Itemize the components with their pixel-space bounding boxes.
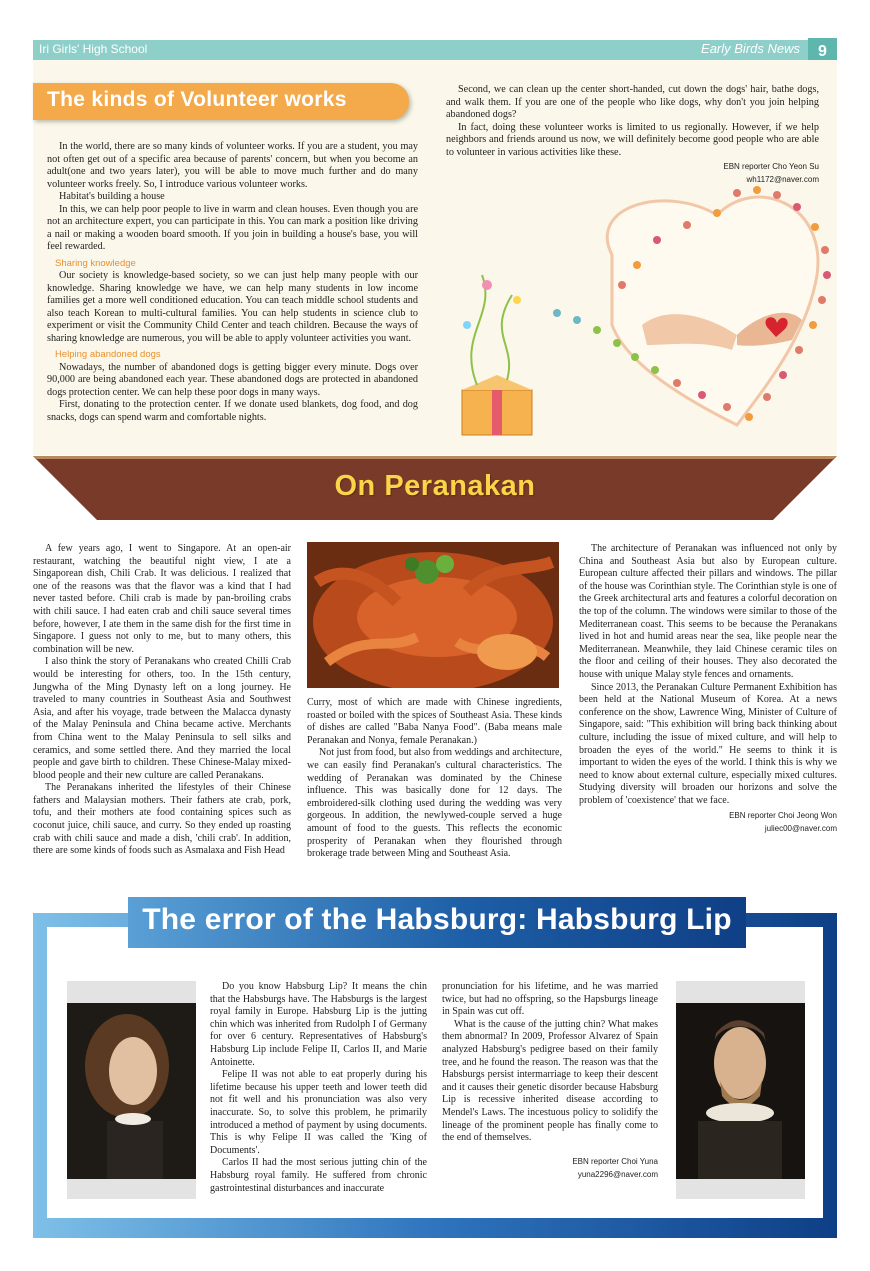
article-paragraph: First, donating to the protection center. If we donate used blankets, dog food, and dog snacks, dogs can spend warm and comfortable nights. — [47, 399, 418, 423]
article-paragraph: In fact, doing these volunteer works is limited to us regionally. However, if we help neighbors and friends around us now, we will definitely become good people who are able to volunteer in various activities like these. — [446, 121, 819, 158]
reporter-email[interactable]: yuna2296@naver.com — [577, 1169, 658, 1179]
article-paragraph: Since 2013, the Peranakan Culture Permanent Exhibition has been held at the National Museum of Korea. At a news conference on the show, Lawrence Wing, Minister of Culture of Singapore, said: "This exhibition will bring back thinking about culture, including the issue of mixed culture, and will help to broaden the eyes of the world." He seems to think it is important to widen the eyes of the world. I think this is why we need to know about external culture, especially mixed cultures. Studying diversity will broaden our horizons and solve the problem of 'coexistence' that we face. — [579, 681, 837, 806]
heart-outline — [607, 197, 818, 425]
volunteer-title: The kinds of Volunteer works — [47, 88, 347, 111]
peranakan-column-1 — [33, 543, 291, 858]
portrait-carlos-ii — [67, 981, 196, 1199]
portrait-felipe-ii — [676, 981, 805, 1199]
article-paragraph: In this, we can help poor people to live in warm and clean houses. Even though you are not an architecture expert, you can participate in this. You can mark a position like driving a nail or making a wooden board smooth. If you join in building a house's base, you will feel rewarded. — [47, 203, 418, 252]
article-paragraph: Second, we can clean up the center short-handed, cut down the dogs' hair, bathe dogs, and walk them. If you are one of the people who like dogs, why don't you join helping abandoned dogs? — [446, 84, 819, 120]
reporter-name: EBN reporter Cho Yeon Su — [723, 162, 819, 171]
habsburg-column-2 — [442, 981, 658, 1181]
subheading-habitat: Habitat's building a house — [59, 191, 165, 202]
volunteer-left-column — [47, 141, 418, 424]
article-paragraph: pronunciation for his lifetime, and he was married twice, but had no offspring, so the Hapsburgs lineage in Spain was cut off. — [442, 981, 658, 1018]
newspaper-name: Early Birds News — [701, 41, 800, 56]
habsburg-column-1 — [210, 981, 427, 1195]
reporter-name: EBN reporter Choi Yuna — [572, 1156, 658, 1166]
vines — [471, 275, 512, 385]
volunteer-section — [33, 60, 837, 455]
volunteer-illustration — [437, 185, 837, 450]
article-paragraph: Felipe II was not able to eat properly during his lifetime because his upper teeth and lower teeth did not fit well and his pronunciation was also very inaccurate. So, to solve this problem, he primarily introduced a method of payment by using documents. This is why Felipe II was called the 'King of Documents'. — [210, 1069, 427, 1156]
volunteer-title-banner — [33, 83, 409, 120]
article-paragraph: I also think the story of Peranakans who created Chilli Crab would be interesting for others, too. In the 15th century, Jungwha of the Ming Dynasty left on a long journey. He traveled to many countries in Southeast Asia and Southwest Asia, and after his voyage, trade between the Malacca dynasty of the Malay Peninsula and China became active. Merchants from China went to the Malay Peninsula to sell silks and ceramics, and some settled there. And they married the local people and gave birth to children. These Chinese-Malay mixed-blood people and their new culture are called Peranakans. — [33, 656, 291, 781]
school-name: Iri Girls' High School — [39, 42, 148, 56]
peranakan-title: On Peranakan — [334, 470, 536, 502]
article-paragraph: Do you know Habsburg Lip? It means the chin that the Habsburgs have. The Habsburgs is the largest royal family in Europe. Habsburg Lip is the jutting chin which was inherited from Rudolph I of Germany for over 6 century. Representatives of Habsburg's Habsburg Lip include Felipe II, Carlos II, and Marie Antoinette. — [210, 981, 427, 1068]
article-paragraph: Nowadays, the number of abandoned dogs is getting bigger every minute. Dogs over 90,000 are being abandoned each year. These abandoned dogs are protected in abandoned dogs protection center. We can help these poor dogs in many ways. — [47, 361, 418, 398]
article-paragraph: A few years ago, I went to Singapore. At an open-air restaurant, watching the beautiful night view, I ate a Singaporean dish, Chili Crab. It was delicious. I realized that one of the reasons was that the flavor was a kind that I had never tasted before. Chili crab is made by pan-broiling crabs with chili sauce. I had eaten crab and chili sauce several times before, however, I ate them in the same dish for the first time in Singapore. I guess not only to me, but to many others, this combination will be new. — [33, 543, 291, 655]
reporter-name: EBN reporter Choi Jeong Won — [729, 811, 837, 821]
article-paragraph: The Peranakans inherited the lifestyles of their Chinese fathers and Malaysian mothers. Their fathers ate crab, pork, tofu, and their mothers ate food containing spices such as coconut juice, chili sauce, and curry. So they ended up roasting crab with chili sauce and made a dish, 'chili crab'. In addition, there are some kinds of foods such as Asmalaxa and Fish Head — [33, 782, 291, 857]
habsburg-title: The error of the Habsburg: Habsburg Lip — [142, 903, 732, 936]
article-paragraph: In the world, there are so many kinds of volunteer works. If you are a student, you may not often get out of a specific area because of parents' concern, but when you become an adult(one and two years later), you will be able to move much further and do many volunteer works freely. So, I introduce various volunteer works. — [47, 141, 418, 190]
gift-box — [462, 375, 532, 435]
volunteer-right-column — [446, 84, 819, 186]
subheading-sharing-knowledge: Sharing knowledge — [55, 257, 136, 269]
page-number: 9 — [808, 38, 837, 66]
reporter-email[interactable]: juliec00@naver.com — [764, 824, 837, 834]
article-paragraph: The architecture of Peranakan was influenced not only by China and Southeast Asia but also by European culture. European culture affected their pillars and windows. The pillar of the house was Corinthian style. The Corinthian style is one of the Greek architectural arts and features a colorful decoration on the top of the column. The windows were similar to those of the Mediterranean coast. This seems to be because the Peranakans lived in hot and humid areas near the sea, like people near the Mediterranean. Meanwhile, they laid Chinese ceramic tiles on the floor and ceiling of their houses. They also decorated the house with unique Malay style fences and ornaments. — [579, 543, 837, 680]
article-paragraph: Not just from food, but also from weddings and architecture, we can easily find Peranakan's cultural characteristics. The wedding of Peranakan was dominated by the Chinese influence. This was basically done for 12 days. The embroidered-silk clothing used during the wedding was very gorgeous. In addition, the newlywed-couple served a huge amount of food to the guests. This reflects the economic prosperity of Peranakan when they flourished through brokerage trade between Ming and Southeast Asia. — [307, 747, 562, 860]
article-paragraph: Curry, most of which are made with Chinese ingredients, roasted or boiled with the spices of Southeast Asia. These kinds of dishes are called "Baba Nanya Food". (Baba means male Peranakan and Nonya, female Peranakan.) — [307, 697, 562, 746]
header-bar — [33, 40, 808, 60]
peranakan-column-3 — [579, 543, 837, 835]
chili-crab-photo — [307, 542, 559, 688]
reporter-email[interactable]: wh1172@naver.com — [746, 175, 819, 184]
article-paragraph: Our society is knowledge-based society, so we can just help many people with our knowledge. Sharing knowledge we have, we can help many students in low income families get a more well conditioned education. You can teach middle school students and also teach Korean to multi-cultural families. You can help students in science club to experiment or visit the Community Child Center and teach children. Because the ways of sharing knowledge are numerous, you will be able to apply volunteer activities you want. — [47, 270, 418, 344]
peranakan-column-2 — [307, 697, 562, 861]
article-paragraph: What is the cause of the jutting chin? What makes them abnormal? In 2009, Professor Alvarez of Spain analyzed Habsburg's pedigree based on their family tree, and he found the reason. The reason was that the Habsburgs persist intermarriage to keep their descent and it causes their genetic disorder because Habsburg Lip is recessive inherited disease according to Mendel's Laws. The incestuous policy to solidify the lineage of the prominent people has finally come to the end of themselves. — [442, 1018, 658, 1144]
subheading-helping-dogs: Helping abandoned dogs — [55, 349, 161, 360]
article-paragraph: Carlos II had the most serious jutting chin of the Habsburg royal family. He suffered from chronic gastrointestinal disturbances and inaccurate — [210, 1157, 427, 1194]
